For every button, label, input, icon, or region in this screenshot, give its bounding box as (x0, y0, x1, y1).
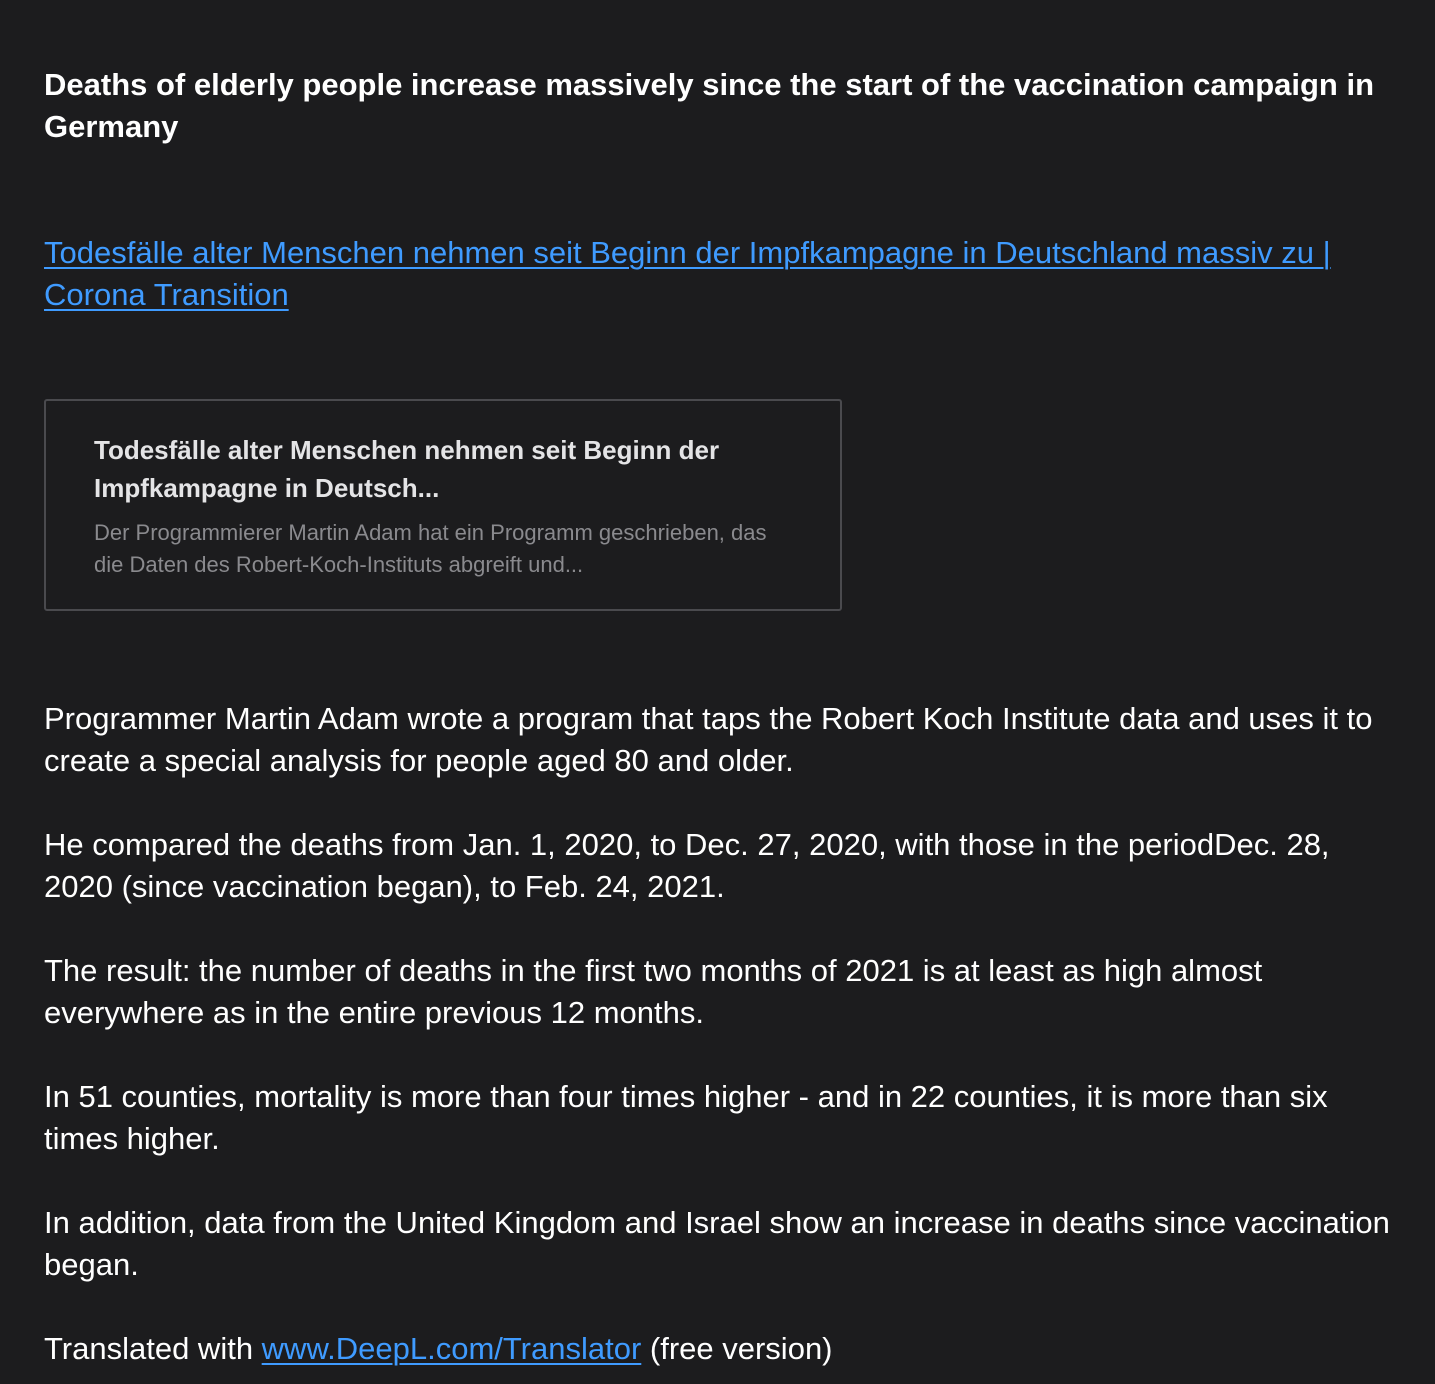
translation-credit (44, 1328, 1394, 1370)
paragraph-1: Programmer Martin Adam wrote a program that taps the Robert Koch Institute data and uses it to create a special analysis for people aged 80 and older. (44, 701, 1373, 778)
translation-credit-prefix: Translated with (44, 1331, 262, 1366)
article-link[interactable]: Todesfälle alter Menschen nehmen seit Beginn der Impfkampagne in Deutschland massiv zu | Corona Transition (44, 235, 1331, 312)
paragraph-4: In 51 counties, mortality is more than four times higher - and in 22 counties, it is more than six times higher. (44, 1079, 1328, 1156)
preview-card-title: Todesfälle alter Menschen nehmen seit Beginn der Impfkampagne in Deutsch... (94, 435, 720, 503)
preview-card-description: Der Programmierer Martin Adam hat ein Programm geschrieben, das die Daten des Robert-Koch-Instituts abgreift und... (94, 520, 767, 577)
headline: Deaths of elderly people increase massively since the start of the vaccination campaign in Germany (44, 67, 1375, 144)
paragraph-5: In addition, data from the United Kingdom and Israel show an increase in deaths since vaccination began. (44, 1205, 1390, 1282)
deepl-link[interactable]: www.DeepL.com/Translator (261, 1331, 642, 1366)
article-link-paragraph (44, 232, 1394, 316)
paragraph-2: He compared the deaths from Jan. 1, 2020, to Dec. 27, 2020, with those in the periodDec. 28, 2020 (since vaccination began), to Feb. 24, 2021. (44, 827, 1330, 904)
link-preview-card[interactable] (44, 399, 842, 611)
translation-credit-suffix: (free version) (641, 1331, 833, 1366)
paragraph-3: The result: the number of deaths in the first two months of 2021 is at least as high almost everywhere as in the entire previous 12 months. (44, 953, 1263, 1030)
